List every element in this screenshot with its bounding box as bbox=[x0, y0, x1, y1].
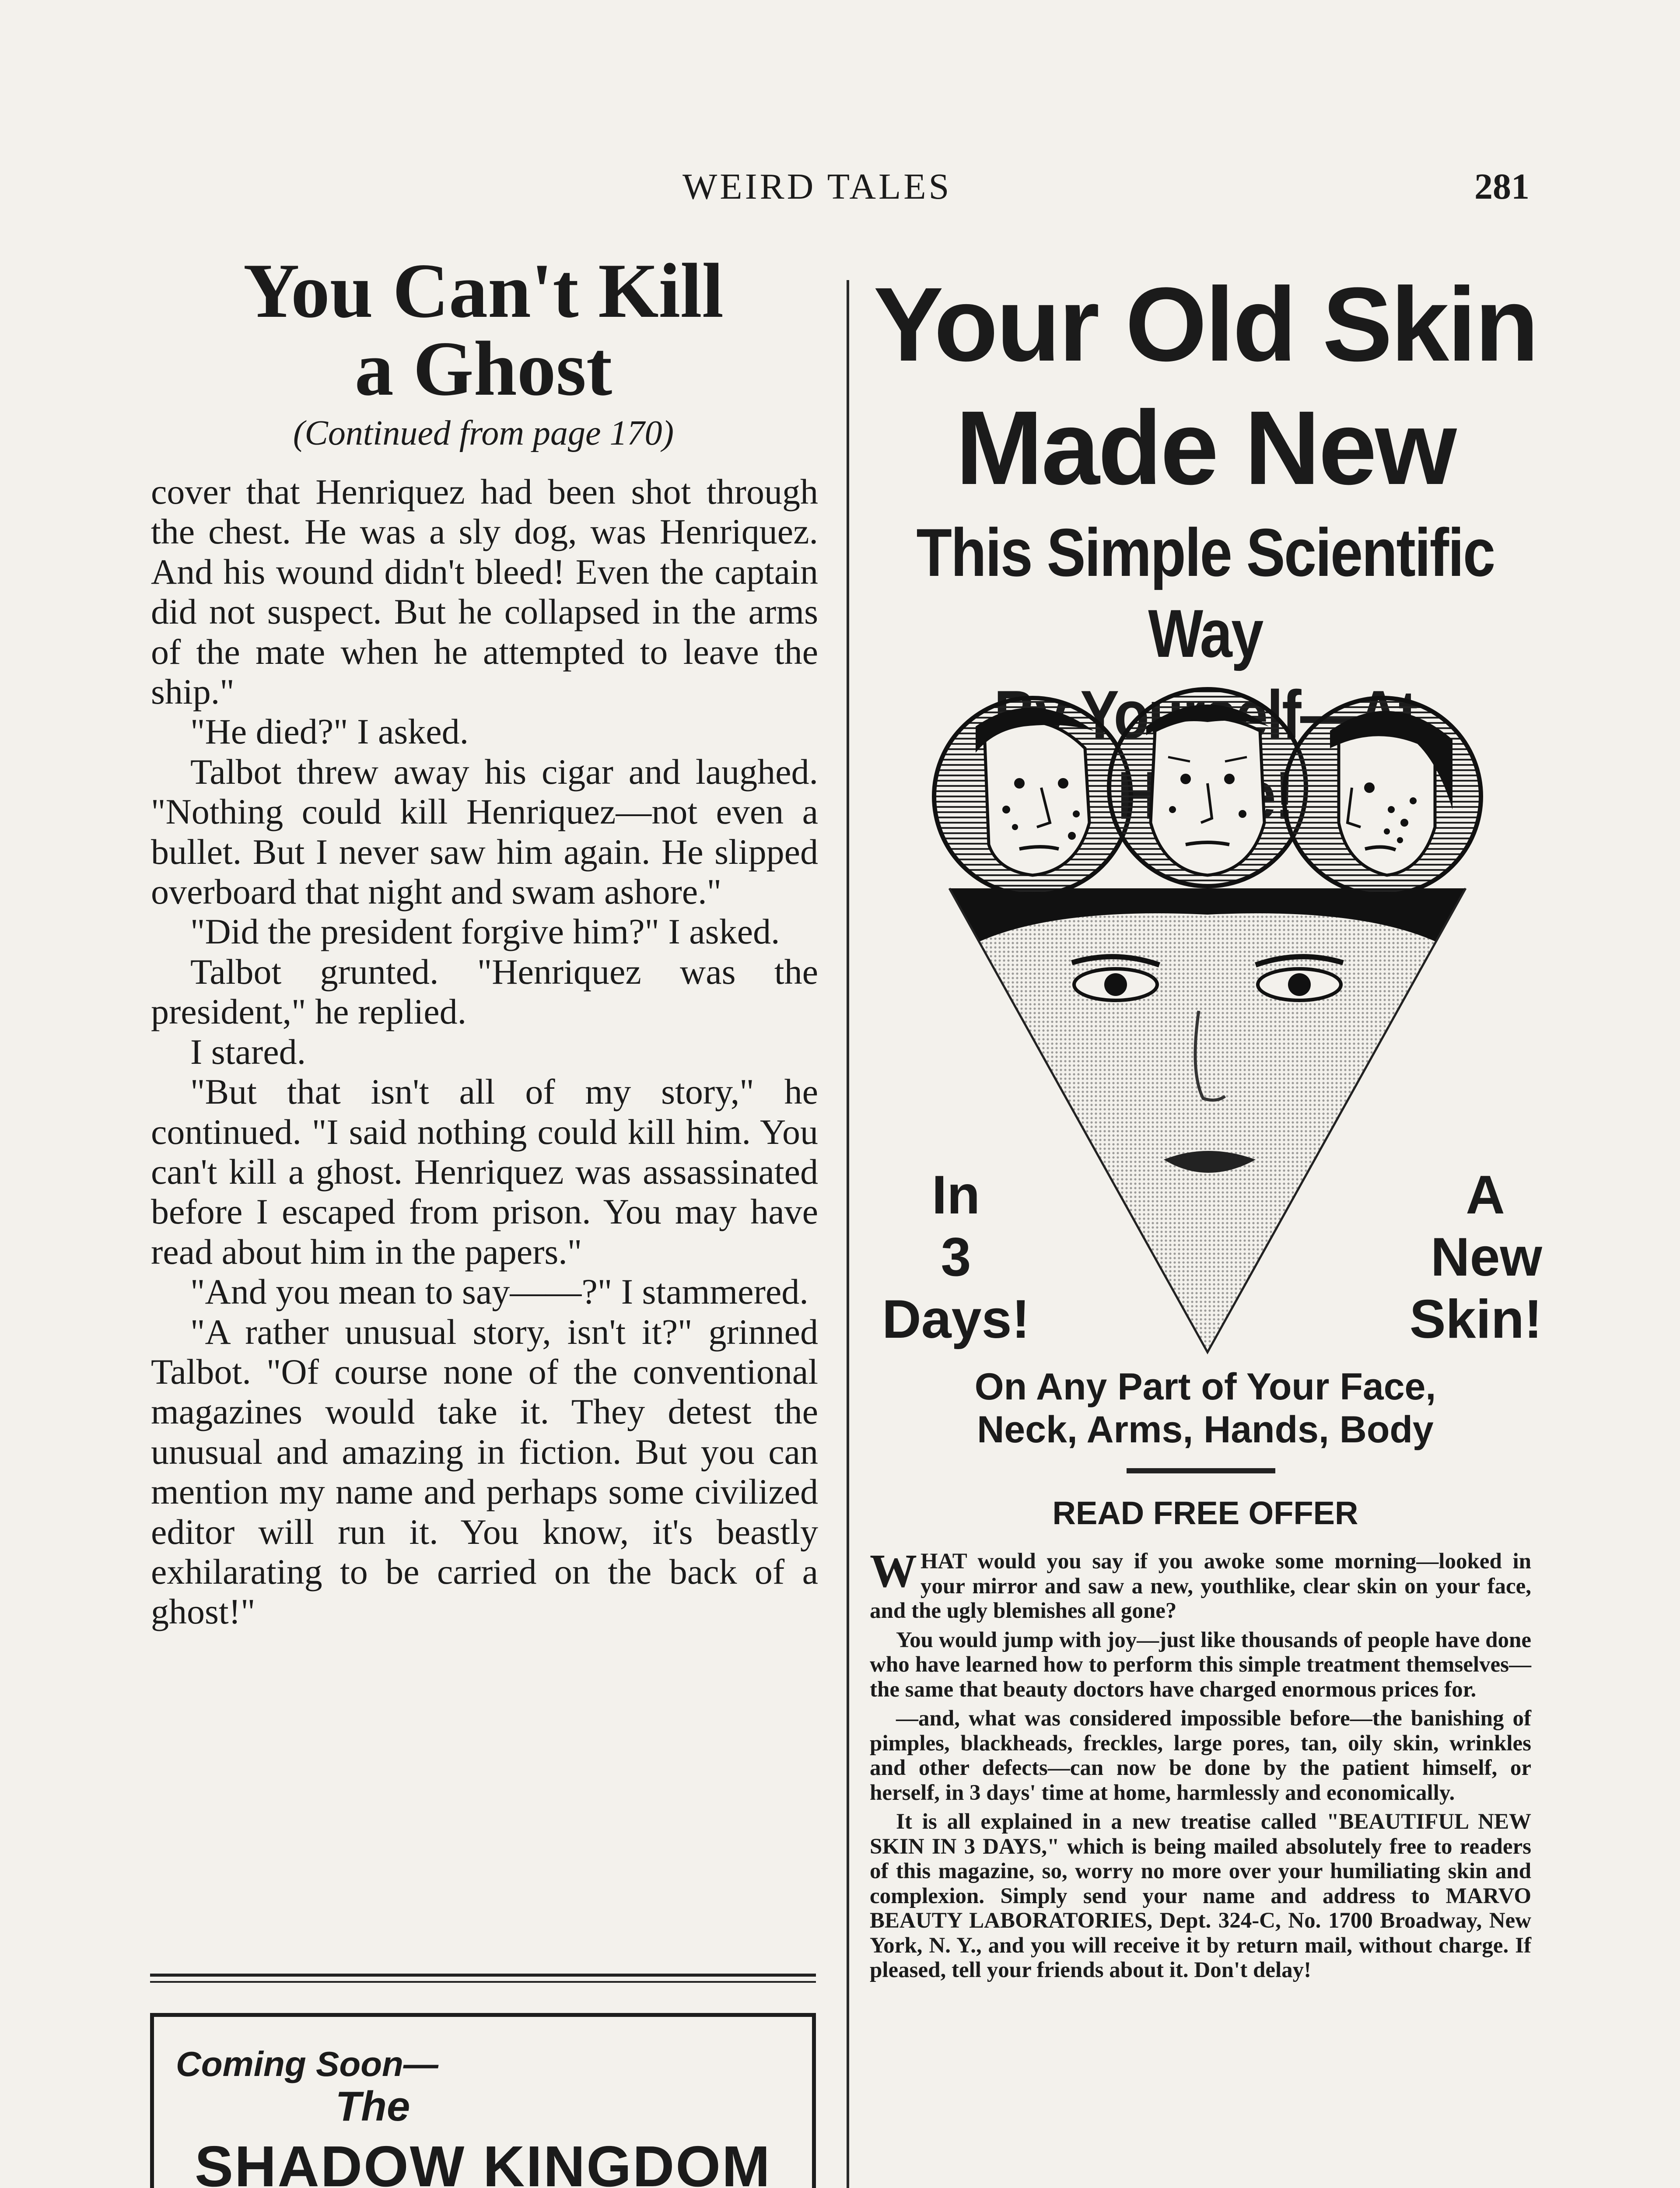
ad-paragraph-text: HAT would you say if you awoke some morning—looked in your mirror and saw a new, youthlike, clear skin on your face, and the ugly blemishes all gone? bbox=[870, 1549, 1531, 1623]
story-paragraph: Talbot threw away his cigar and laughed. "Nothing could kill Henriquez—not even a bullet. But I never saw him again. He slipped overboard that night and swam ashore." bbox=[151, 751, 818, 912]
ad-read-free-offer: READ FREE OFFER bbox=[1052, 1495, 1358, 1531]
story-paragraph: "And you mean to say——?" I stammered. bbox=[190, 1272, 808, 1312]
story-end-rule-bottom bbox=[150, 1981, 816, 1983]
ad-body bbox=[870, 1545, 1531, 1987]
story-title-line-2: a Ghost bbox=[354, 325, 612, 412]
ad-word: 3 bbox=[941, 1227, 971, 1287]
story-paragraph: "Did the president forgive him?" I asked. bbox=[190, 912, 780, 952]
ad-any-part-line-2: Neck, Arms, Hands, Body bbox=[977, 1409, 1434, 1451]
story-body bbox=[151, 472, 818, 1632]
ad-short-rule bbox=[1127, 1468, 1275, 1473]
ad-word: Days! bbox=[882, 1289, 1030, 1350]
ad-paragraph bbox=[870, 1545, 1531, 1623]
coming-soon-label: Coming Soon— bbox=[176, 2044, 438, 2083]
story-end-rule-top bbox=[150, 1974, 816, 1977]
ad-paragraph: You would jump with joy—just like thousands of people have done who have learned how to perform this simple treatment themselves—the same that beauty doctors have charged enormous prices for. bbox=[870, 1627, 1531, 1702]
ad-headline-line-1: Your Old Skin bbox=[873, 266, 1537, 383]
coming-soon-title: SHADOW KINGDOM bbox=[195, 2134, 771, 2188]
ad-any-part bbox=[868, 1365, 1542, 1451]
coming-soon-the: The bbox=[335, 2083, 410, 2130]
ad-word: New bbox=[1431, 1227, 1542, 1287]
coming-soon-box bbox=[150, 2013, 816, 2188]
ad-word: A bbox=[1466, 1165, 1505, 1225]
continued-note: (Continued from page 170) bbox=[293, 414, 674, 452]
page-number: 281 bbox=[1474, 166, 1530, 207]
ad-headline bbox=[868, 263, 1542, 509]
blemished-face-icon bbox=[934, 698, 1131, 895]
story-paragraph: "A rather unusual story, isn't it?" grinned Talbot. "Of course none of the conventional magazines would take it. They detest the unusual and amazing in fiction. But you can mention my name and perhaps some civilized editor will run it. You know, it's beastly exhilarating to be carried on the back of a ghost!" bbox=[151, 1311, 818, 1632]
story-paragraph: Talbot grunted. "Henriquez was the president," he replied. bbox=[151, 951, 818, 1032]
ad-in-3-days bbox=[868, 1164, 1043, 1350]
ad-new-skin bbox=[1367, 1164, 1542, 1350]
ad-subhead-line-1: This Simple Scientific Way bbox=[916, 515, 1494, 671]
column-divider bbox=[847, 280, 849, 2188]
ad-headline-line-2: Made New bbox=[956, 389, 1455, 506]
ad-dropcap: W bbox=[870, 1545, 917, 1597]
ad-word: In bbox=[931, 1165, 980, 1225]
story-title bbox=[149, 247, 818, 412]
ad-paragraph: —and, what was considered impossible before—the banishing of pimples, blackheads, freckles, large pores, tan, oily skin, wrinkles and other defects—can now be done by the patient himself, or herself, in 3 days' time at home, harmlessly and economically. bbox=[870, 1706, 1531, 1805]
story-paragraph: I stared. bbox=[190, 1031, 306, 1072]
ad-paragraph: It is all explained in a new treatise called "BEAUTIFUL NEW SKIN IN 3 DAYS," which is being mailed absolutely free to readers of this magazine, so, worry no more over your humiliating skin and complexion. Simply send your name and address to MARVO BEAUTY LABORATORIES, Dept. 324-C, No. 1700 Broadway, New York, N. Y., and you will receive it by return mail, without charge. If pleased, tell your friends about it. Don't delay! bbox=[870, 1809, 1531, 1982]
blemished-face-icon bbox=[1109, 689, 1306, 886]
story-paragraph: "He died?" I asked. bbox=[190, 712, 469, 752]
story-paragraph: cover that Henriquez had been shot through the chest. He was a sly dog, was Henriquez. And his wound didn't bleed! Even the captain did not suspect. But he collapsed in the arms of the mate when he attempted to leave the ship." bbox=[151, 472, 818, 712]
blemished-face-icon bbox=[1284, 698, 1481, 895]
ad-any-part-line-1: On Any Part of Your Face, bbox=[974, 1366, 1436, 1408]
story-paragraph: "But that isn't all of my story," he continued. "I said nothing could kill him. You can't kill a ghost. Henriquez was assassinated before I escaped from prison. You may have read about him in the papers." bbox=[151, 1072, 818, 1272]
story-title-line-1: You Can't Kill bbox=[243, 247, 724, 334]
running-head: WEIRD TALES bbox=[682, 166, 952, 207]
ad-word: Skin! bbox=[1409, 1289, 1542, 1350]
